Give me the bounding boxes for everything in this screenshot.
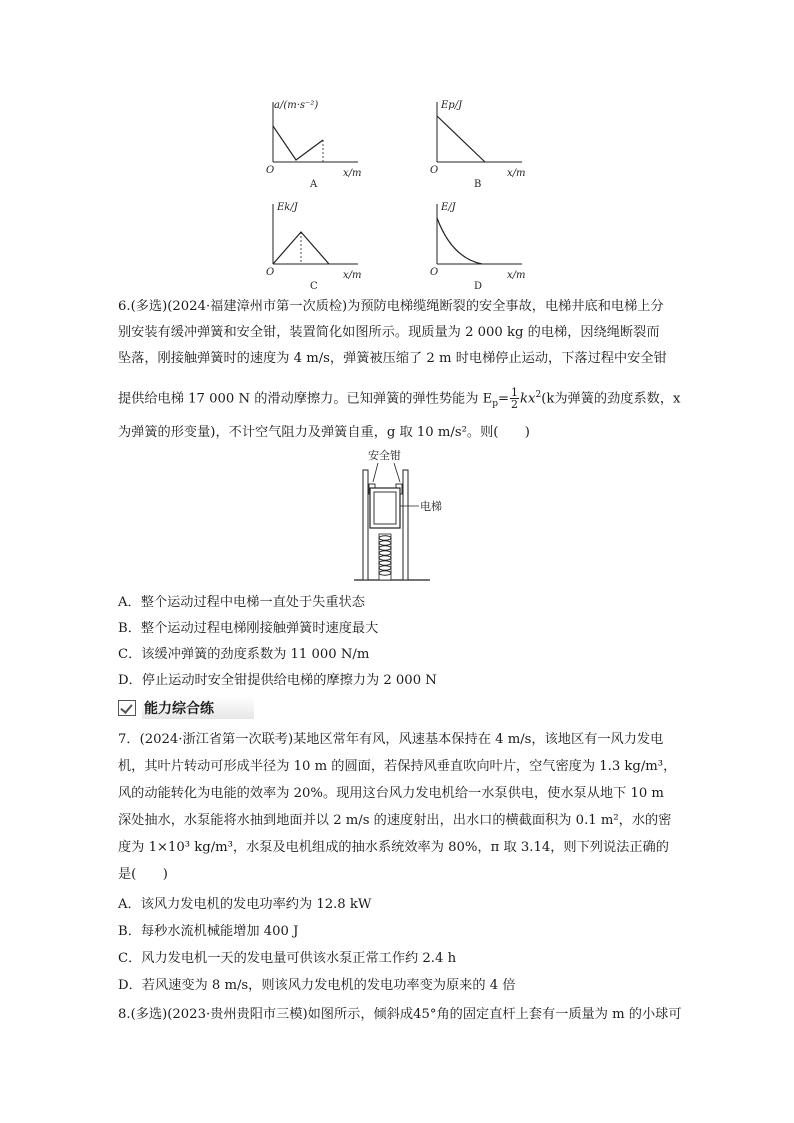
- graph-a-ylabel: a/(m·s⁻²): [274, 100, 319, 111]
- graph-d-xlabel: x/m: [507, 270, 526, 281]
- fig-label-safety-clamp: 安全钳: [368, 449, 401, 462]
- q6-frac-num: 1: [511, 386, 519, 400]
- q7-line-4: 深处抽水，水泵能将水抽到地面并以 2 m/s 的速度射出，出水口的横截面积为 0.1 m²，水的密: [118, 813, 672, 828]
- q6-line1-rest: 为预防电梯缆绳断裂的安全事故，电梯井底和电梯上分: [347, 299, 664, 314]
- graph-b-ylabel: Ep/J: [441, 100, 463, 111]
- q6-option-c: C．该缓冲弹簧的劲度系数为 11 000 N/m: [118, 647, 370, 662]
- graph-d-ylabel: E/J: [441, 202, 456, 213]
- q6-line-4: [118, 382, 680, 417]
- q6-option-d: D．停止运动时安全钳提供给电梯的摩擦力为 2 000 N: [118, 673, 437, 688]
- graph-a: [258, 94, 368, 194]
- graph-c-ylabel: Ek/J: [277, 202, 298, 213]
- q7-line-2: 机，其叶片转动可形成半径为 10 m 的圆面，若保持风垂直吹向叶片，空气密度为 1.3 kg/m³，: [118, 759, 677, 774]
- q6-source: (2024·福建漳州市第一次质检): [167, 299, 348, 314]
- q7-line-3: 风的动能转化为电能的效率为 20%。现用这台风力发电机给一水泵供电，使水泵从地下 10 m: [118, 786, 664, 801]
- graph-d: [422, 196, 532, 296]
- graph-c-origin: O: [266, 267, 275, 278]
- graph-a-letter: A: [310, 179, 318, 190]
- graph-c-svg: [258, 196, 368, 296]
- q6-tag: 6.(多选): [118, 299, 168, 314]
- graph-c: [258, 196, 368, 296]
- q7-option-d: D．若风速变为 8 m/s，则该风力发电机的发电功率变为原来的 4 倍: [118, 978, 516, 993]
- graph-b-xlabel: x/m: [507, 168, 526, 179]
- graph-d-origin: O: [430, 267, 439, 278]
- q6-fraction: [510, 387, 519, 410]
- q7-option-a: A．该风力发电机的发电功率约为 12.8 kW: [118, 897, 372, 912]
- q6-frac-den: 2: [511, 398, 519, 412]
- q6-line-2: 别安装有缓冲弹簧和安全钳，装置简化如图所示。现质量为 2 000 kg 的电梯，因绕绳断裂而: [118, 325, 660, 340]
- q7-line-5: 度为 1×10³ kg/m³，水泵及电机组成的抽水系统效率为 80%，π 取 3.14，则下列说法正确的: [118, 840, 669, 855]
- section-header: [118, 697, 254, 719]
- elevator-figure: [348, 446, 448, 584]
- q8-line-1: 8.(多选)(2023·贵州贵阳市三模)如图所示，倾斜成45°角的固定直杆上套有一质量为 m 的小球可: [118, 1007, 682, 1022]
- graph-b: [422, 94, 532, 194]
- graph-d-letter: D: [474, 281, 483, 292]
- graph-a-svg: [258, 94, 368, 194]
- q7-line-1: 7．(2024·浙江省第一次联考)某地区常年有风，风速基本保持在 4 m/s，该地区有一风力发电: [118, 732, 664, 747]
- graph-a-xlabel: x/m: [343, 168, 362, 179]
- q7-option-c: C．风力发电机一天的发电量可供该水泵正常工作约 2.4 h: [118, 951, 457, 966]
- graph-a-origin: O: [266, 165, 275, 176]
- graph-b-svg: [422, 94, 532, 194]
- graph-c-xlabel: x/m: [343, 270, 362, 281]
- q7-line-6: 是( ): [118, 867, 168, 882]
- q6-line-1: [118, 294, 664, 320]
- section-title: 能力综合练: [142, 697, 254, 719]
- q6-line4-c: (k为弹簧的劲度系数，x: [541, 391, 681, 407]
- q6-kx: kx: [520, 391, 536, 407]
- q6-line4-a: 提供给电梯 17 000 N 的滑动摩擦力。已知弹簧的弹性势能为 E: [118, 391, 493, 407]
- q7-option-b: B．每秒水流机械能增加 400 J: [118, 924, 299, 939]
- q6-ep-sub: p: [492, 399, 498, 410]
- q6-kx-sup: 2: [535, 390, 542, 400]
- q6-option-b: B．整个运动过程电梯刚接触弹簧时速度最大: [118, 621, 379, 636]
- graph-b-letter: B: [474, 179, 482, 190]
- q6-line-5: 为弹簧的形变量)，不计空气阻力及弹簧自重，g 取 10 m/s²。则( ): [118, 425, 530, 440]
- graph-c-letter: C: [310, 281, 318, 292]
- q6-eq: =: [497, 391, 510, 407]
- elevator-figure-svg: [348, 446, 448, 584]
- q6-option-a: A．整个运动过程中电梯一直处于失重状态: [118, 595, 365, 610]
- q6-line-3: 坠落，刚接触弹簧时的速度为 4 m/s，弹簧被压缩了 2 m 时电梯停止运动，下落过程中安全钳: [118, 351, 667, 366]
- graph-b-origin: O: [430, 165, 439, 176]
- fig-label-elevator: 电梯: [420, 500, 442, 513]
- graph-d-svg: [422, 196, 532, 296]
- checkbox-icon: [118, 700, 136, 716]
